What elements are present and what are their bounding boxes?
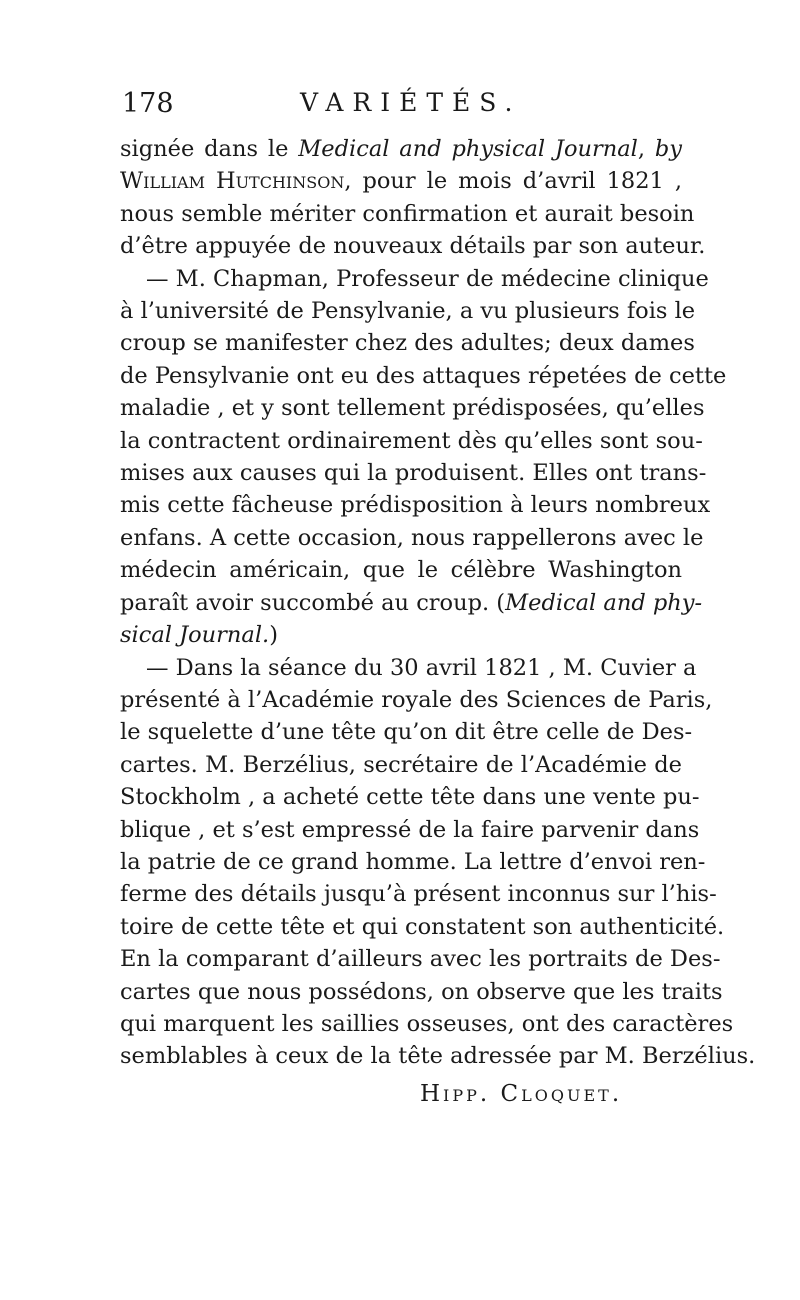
text-run: croup se manifester chez des adultes; deux dames	[120, 330, 695, 357]
running-title: VARIÉTÉS.	[300, 88, 522, 117]
text-run: blique , et s’est empressé de la faire parvenir dans	[120, 816, 700, 843]
text-line	[120, 943, 721, 975]
text-run: enfans. A cette occasion, nous rappellerons avec le	[120, 524, 704, 551]
text-run: à l’université de Pensylvanie, a vu plusieurs fois le	[120, 298, 696, 325]
text-run: cartes. M. Berzélius, secrétaire de l’Académie de	[120, 751, 682, 778]
author-name: William Hutchinson	[120, 168, 345, 195]
text-line	[120, 554, 682, 586]
text-line	[120, 846, 706, 878]
text-run: maladie , et y sont tellement prédisposées, qu’elles	[120, 395, 705, 422]
text-run: présenté à l’Académie royale des Sciences de Paris,	[120, 686, 713, 713]
text-run: mises aux causes qui la produisent. Elles ont trans-	[120, 460, 707, 487]
text-run: , pour le mois d’avril 1821 ,	[344, 168, 683, 195]
italic-title: Medical and physical Journal	[298, 136, 638, 162]
text-line	[120, 327, 695, 359]
text-line	[120, 230, 706, 262]
text-line	[120, 911, 725, 943]
text-run: la contractent ordinairement dès qu’elles sont sou-	[120, 427, 703, 454]
page-number: 178	[122, 88, 174, 119]
text-line	[120, 878, 717, 910]
text-run: — M. Chapman, Professeur de médecine clinique	[146, 265, 709, 292]
text-line	[120, 133, 682, 165]
text-line	[120, 652, 697, 684]
text-run: paraît avoir succombé au croup. (	[120, 589, 506, 616]
text-line	[120, 522, 704, 554]
text-run: de Pensylvanie ont eu des attaques répetées de cette	[120, 362, 727, 389]
text-line	[120, 489, 711, 521]
author-signature: Hipp. Cloquet.	[420, 1081, 623, 1107]
text-line	[120, 360, 727, 392]
text-line	[120, 198, 695, 230]
page-header	[122, 88, 682, 128]
text-run: ferme des détails jusqu’à présent inconnus sur l’his-	[120, 881, 717, 908]
text-run: Stockholm , a acheté cette tête dans une vente pu-	[120, 784, 700, 811]
text-run: mis cette fâcheuse prédisposition à leurs nombreux	[120, 492, 711, 519]
body-text	[120, 133, 756, 1073]
text-line	[120, 976, 723, 1008]
text-line	[120, 1040, 756, 1072]
text-run: le squelette d’une tête qu’on dit être celle de Des-	[120, 719, 693, 746]
text-run: qui marquent les saillies osseuses, ont des caractères	[120, 1010, 734, 1037]
text-run: d’être appuyée de nouveaux détails par son auteur.	[120, 233, 706, 260]
text-run: médecin américain, que le célèbre Washington	[120, 557, 682, 584]
text-run: semblables à ceux de la tête adressée par M. Berzélius.	[120, 1043, 756, 1070]
text-line	[120, 263, 709, 295]
text-line	[120, 392, 705, 424]
text-line	[120, 781, 700, 813]
text-line	[120, 716, 693, 748]
italic-title: Medical and phy-	[505, 589, 703, 616]
italic-title: by	[654, 136, 682, 162]
text-run: ,	[637, 136, 655, 162]
text-run: toire de cette tête et qui constatent son authenticité.	[120, 913, 725, 940]
text-line	[120, 165, 682, 197]
text-line	[120, 587, 703, 619]
text-run: nous semble mériter confirmation et aurait besoin	[120, 200, 695, 227]
text-line	[120, 457, 707, 489]
text-line	[120, 425, 703, 457]
text-run: la patrie de ce grand homme. La lettre d’envoi ren-	[120, 848, 706, 875]
text-run: En la comparant d’ailleurs avec les portraits de Des-	[120, 946, 721, 973]
text-run: cartes que nous possédons, on observe que les traits	[120, 978, 723, 1005]
text-line	[120, 749, 682, 781]
text-line	[120, 619, 682, 651]
text-run: — Dans la séance du 30 avril 1821 , M. Cuvier a	[146, 654, 697, 681]
text-run: )	[269, 622, 278, 649]
text-line	[120, 814, 700, 846]
text-line	[120, 684, 713, 716]
italic-title: sical Journal.	[120, 622, 270, 649]
text-line	[120, 1008, 734, 1040]
text-line	[120, 295, 696, 327]
text-run: signée dans le	[120, 136, 299, 162]
